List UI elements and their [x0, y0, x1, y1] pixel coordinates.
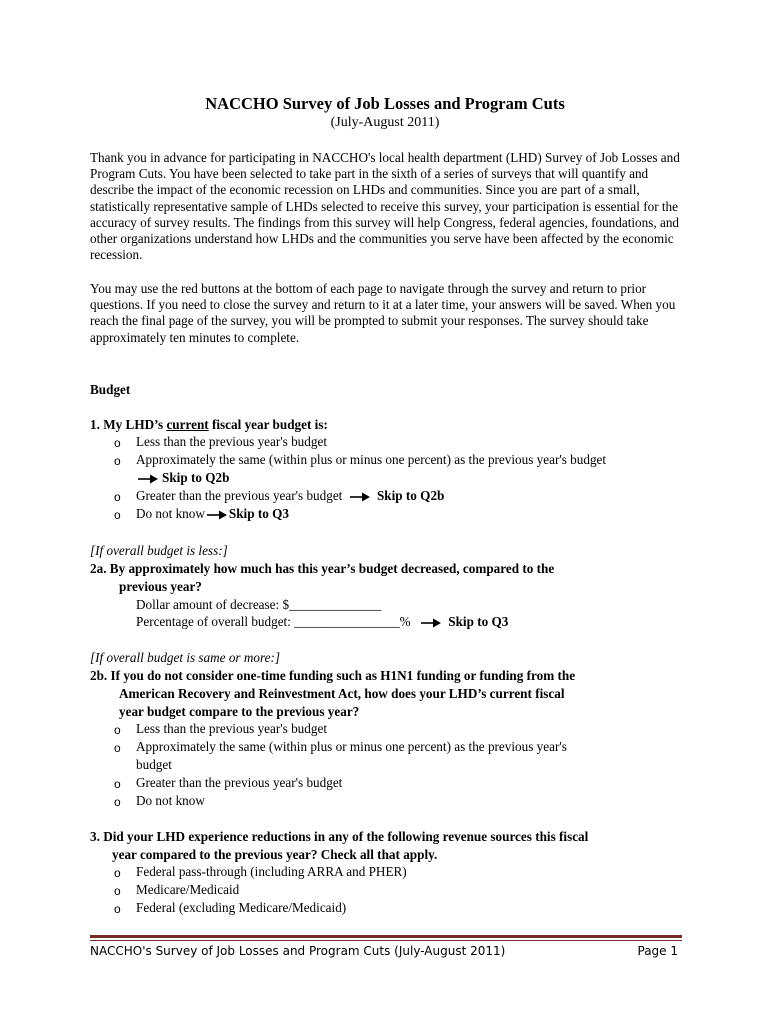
bullet-icon: o	[114, 795, 121, 809]
arrow-right-icon	[420, 618, 442, 628]
page-title: NACCHO Survey of Job Losses and Program Cuts	[205, 94, 565, 113]
bullet-icon: o	[114, 866, 121, 880]
intro-paragraph-2: You may use the red buttons at the bottom of each page to navigate through the survey and return to prior questions. If you need to close the survey and return to it at a later time, your answers will be saved. When you reach the final page of the survey, you will be prompted to submit your responses. The survey should take approximately ten minutes to complete.	[90, 281, 676, 345]
bullet-icon: o	[114, 490, 121, 504]
arrow-right-icon	[349, 492, 371, 502]
arrow-right-icon	[137, 474, 159, 484]
q1-option-4[interactable]	[136, 505, 289, 522]
q2a-line-2: previous year?	[119, 579, 202, 594]
bullet-icon: o	[114, 884, 121, 898]
bullet-icon: o	[114, 777, 121, 791]
bullet-icon: o	[114, 436, 121, 450]
q2b-line-3: year budget compare to the previous year?	[119, 704, 360, 719]
q1-option-3[interactable]	[136, 487, 444, 504]
q2b-option-2[interactable]: Approximately the same (within plus or minus one percent) as the previous year's	[136, 739, 567, 754]
q2a-percent-field[interactable]	[136, 613, 508, 630]
q1-option-1[interactable]: Less than the previous year's budget	[136, 434, 327, 449]
footer-rule	[90, 935, 682, 938]
q2b-condition: [If overall budget is same or more:]	[90, 650, 280, 665]
bullet-icon: o	[114, 741, 121, 755]
q1-prefix: 1. My LHD’s	[90, 417, 167, 432]
arrow-right-icon	[206, 510, 228, 520]
page-subtitle: (July-August 2011)	[330, 115, 440, 130]
q2b-option-3[interactable]: Greater than the previous year's budget	[136, 775, 343, 790]
intro-paragraph-1: Thank you in advance for participating in NACCHO's local health department (LHD) Survey of Job Losses and Program Cuts. You have been selected to take part in the sixth of a series of surveys that will quantify and describe the impact of the economic recession on LHDs and communities. Since you are part of a small, statistically representative sample of LHDs selected to receive this survey, your participation is essential for the accuracy of survey results. The findings from this survey will help Congress, federal agencies, foundations, and other organizations understand how LHDs and the communities you serve have been affected by the economic recession.	[90, 150, 680, 263]
q3-option-1[interactable]: Federal pass-through (including ARRA and PHER)	[136, 864, 407, 879]
footer-rule-thin	[90, 940, 682, 941]
q1-underlined: current	[166, 417, 209, 432]
q2a-condition: [If overall budget is less:]	[90, 543, 228, 558]
q2b-option-1[interactable]: Less than the previous year's budget	[136, 721, 327, 736]
bullet-icon: o	[114, 508, 121, 522]
skip-label: Skip to Q3	[228, 506, 289, 521]
section-heading: Budget	[90, 382, 131, 397]
footer-title: NACCHO's Survey of Job Losses and Program Cuts (July-August 2011)	[90, 944, 506, 958]
q3-line-1: 3. Did your LHD experience reductions in any of the following revenue sources this fiscal	[90, 829, 589, 844]
q2b-option-4[interactable]: Do not know	[136, 793, 205, 808]
q2a-line-1: 2a. By approximately how much has this year’s budget decreased, compared to the	[90, 561, 555, 576]
skip-label: Skip to Q3	[448, 614, 509, 629]
bullet-icon: o	[114, 723, 121, 737]
skip-label: Skip to Q2b	[376, 488, 445, 503]
q3-option-3[interactable]: Federal (excluding Medicare/Medicaid)	[136, 900, 347, 915]
bullet-icon: o	[114, 454, 121, 468]
bullet-icon: o	[114, 902, 121, 916]
option-label: Do not know	[136, 506, 205, 521]
page-number: Page 1	[637, 944, 678, 958]
option-label: Greater than the previous year's budget	[136, 488, 343, 503]
q2b-option-2-cont: budget	[136, 757, 172, 772]
question-1	[90, 416, 328, 433]
q3-option-2[interactable]: Medicare/Medicaid	[136, 882, 240, 897]
skip-label: Skip to Q2b	[162, 470, 230, 485]
percent-label: Percentage of overall budget: ________________%	[136, 614, 411, 629]
q2b-line-1: 2b. If you do not consider one-time funding such as H1N1 funding or funding from the	[90, 668, 576, 683]
q1-suffix: fiscal year budget is:	[208, 417, 328, 432]
q2b-line-2: American Recovery and Reinvestment Act, how does your LHD’s current fiscal	[119, 686, 565, 701]
q3-line-2: year compared to the previous year? Check all that apply.	[112, 847, 438, 862]
q1-option-2-skip	[134, 469, 229, 486]
q1-option-2[interactable]: Approximately the same (within plus or minus one percent) as the previous year's budget	[136, 452, 607, 467]
q2a-dollar-field[interactable]: Dollar amount of decrease: $______________	[136, 597, 382, 612]
